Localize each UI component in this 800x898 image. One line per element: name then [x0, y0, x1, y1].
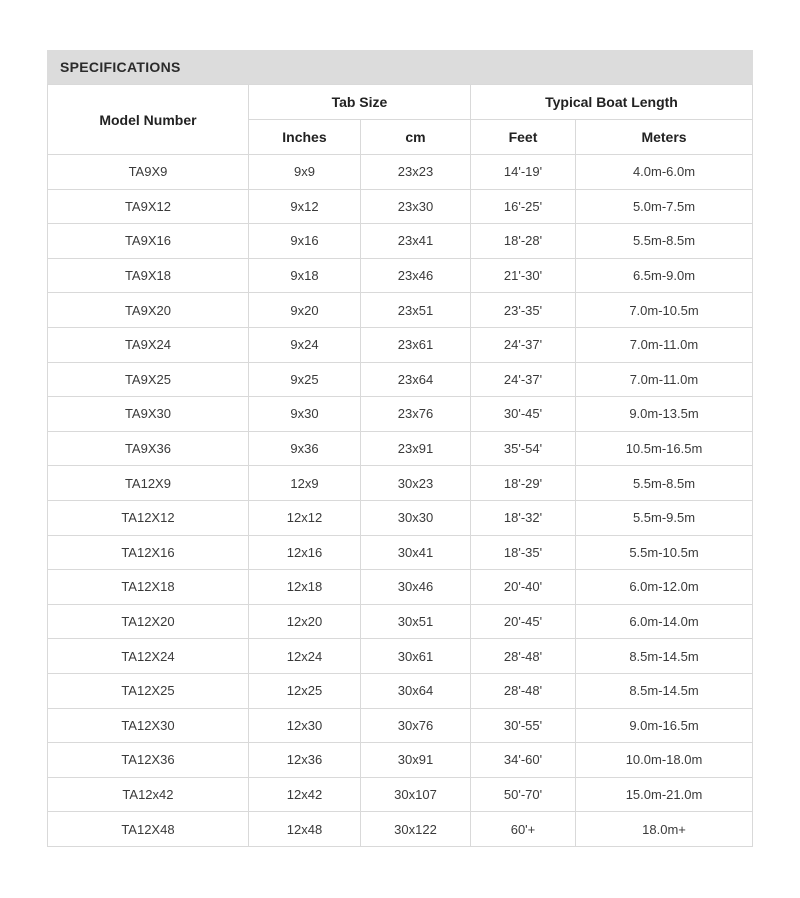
- header-feet: Feet: [470, 120, 575, 155]
- cell-cm: 30x51: [361, 604, 471, 639]
- cell-meters: 10.5m-16.5m: [576, 431, 753, 466]
- cell-feet: 20'-40': [470, 570, 575, 605]
- cell-model: TA12X18: [48, 570, 249, 605]
- cell-feet: 18'-32': [470, 500, 575, 535]
- cell-feet: 18'-29': [470, 466, 575, 501]
- cell-cm: 30x107: [361, 777, 471, 812]
- cell-cm: 23x41: [361, 224, 471, 259]
- cell-inches: 9x36: [248, 431, 360, 466]
- cell-cm: 30x91: [361, 743, 471, 778]
- cell-meters: 7.0m-11.0m: [576, 362, 753, 397]
- cell-cm: 30x76: [361, 708, 471, 743]
- cell-feet: 20'-45': [470, 604, 575, 639]
- cell-cm: 23x46: [361, 258, 471, 293]
- cell-model: TA12X12: [48, 500, 249, 535]
- cell-inches: 12x12: [248, 500, 360, 535]
- cell-meters: 10.0m-18.0m: [576, 743, 753, 778]
- cell-cm: 23x51: [361, 293, 471, 328]
- cell-meters: 6.0m-12.0m: [576, 570, 753, 605]
- cell-inches: 12x48: [248, 812, 360, 847]
- cell-model: TA9X24: [48, 327, 249, 362]
- cell-feet: 60'+: [470, 812, 575, 847]
- cell-inches: 12x36: [248, 743, 360, 778]
- cell-feet: 34'-60': [470, 743, 575, 778]
- cell-meters: 6.5m-9.0m: [576, 258, 753, 293]
- table-row: [48, 362, 753, 397]
- cell-inches: 12x9: [248, 466, 360, 501]
- cell-meters: 8.5m-14.5m: [576, 639, 753, 674]
- table-row: [48, 431, 753, 466]
- cell-model: TA12X30: [48, 708, 249, 743]
- table-row: [48, 189, 753, 224]
- cell-model: TA12X16: [48, 535, 249, 570]
- cell-cm: 23x91: [361, 431, 471, 466]
- table-row: [48, 293, 753, 328]
- cell-meters: 8.5m-14.5m: [576, 673, 753, 708]
- cell-model: TA9X9: [48, 155, 249, 190]
- cell-inches: 9x25: [248, 362, 360, 397]
- cell-feet: 18'-28': [470, 224, 575, 259]
- cell-cm: 30x46: [361, 570, 471, 605]
- cell-feet: 23'-35': [470, 293, 575, 328]
- table-row: [48, 500, 753, 535]
- cell-feet: 21'-30': [470, 258, 575, 293]
- cell-inches: 12x24: [248, 639, 360, 674]
- cell-model: TA9X25: [48, 362, 249, 397]
- cell-inches: 9x30: [248, 397, 360, 432]
- cell-meters: 5.5m-10.5m: [576, 535, 753, 570]
- table-row: [48, 397, 753, 432]
- cell-model: TA12X25: [48, 673, 249, 708]
- table-row: [48, 466, 753, 501]
- table-body: [48, 155, 753, 847]
- cell-feet: 35'-54': [470, 431, 575, 466]
- table-row: [48, 155, 753, 190]
- cell-model: TA12X48: [48, 812, 249, 847]
- cell-model: TA9X18: [48, 258, 249, 293]
- cell-feet: 14'-19': [470, 155, 575, 190]
- cell-feet: 28'-48': [470, 639, 575, 674]
- cell-meters: 4.0m-6.0m: [576, 155, 753, 190]
- header-tab-size: Tab Size: [248, 85, 470, 120]
- cell-inches: 12x18: [248, 570, 360, 605]
- specifications-section: [47, 50, 753, 847]
- cell-inches: 12x42: [248, 777, 360, 812]
- cell-model: TA12X24: [48, 639, 249, 674]
- cell-cm: 30x64: [361, 673, 471, 708]
- cell-feet: 30'-55': [470, 708, 575, 743]
- table-row: [48, 224, 753, 259]
- cell-meters: 15.0m-21.0m: [576, 777, 753, 812]
- cell-cm: 30x61: [361, 639, 471, 674]
- cell-model: TA12x42: [48, 777, 249, 812]
- table-row: [48, 258, 753, 293]
- header-model-number: Model Number: [48, 85, 249, 155]
- cell-meters: 5.5m-8.5m: [576, 224, 753, 259]
- cell-meters: 7.0m-11.0m: [576, 327, 753, 362]
- cell-meters: 18.0m+: [576, 812, 753, 847]
- cell-feet: 24'-37': [470, 362, 575, 397]
- cell-meters: 5.0m-7.5m: [576, 189, 753, 224]
- cell-model: TA12X36: [48, 743, 249, 778]
- cell-inches: 9x20: [248, 293, 360, 328]
- cell-cm: 30x122: [361, 812, 471, 847]
- cell-model: TA9X20: [48, 293, 249, 328]
- cell-meters: 7.0m-10.5m: [576, 293, 753, 328]
- cell-meters: 5.5m-8.5m: [576, 466, 753, 501]
- specifications-caption: SPECIFICATIONS: [47, 50, 753, 84]
- cell-feet: 50'-70': [470, 777, 575, 812]
- cell-cm: 23x64: [361, 362, 471, 397]
- cell-model: TA9X12: [48, 189, 249, 224]
- cell-model: TA9X36: [48, 431, 249, 466]
- cell-cm: 30x30: [361, 500, 471, 535]
- table-row: [48, 535, 753, 570]
- cell-cm: 30x41: [361, 535, 471, 570]
- table-row: [48, 639, 753, 674]
- header-cm: cm: [361, 120, 471, 155]
- cell-model: TA12X20: [48, 604, 249, 639]
- cell-inches: 9x18: [248, 258, 360, 293]
- header-inches: Inches: [248, 120, 360, 155]
- table-row: [48, 743, 753, 778]
- cell-feet: 28'-48': [470, 673, 575, 708]
- cell-feet: 16'-25': [470, 189, 575, 224]
- cell-inches: 12x30: [248, 708, 360, 743]
- header-meters: Meters: [576, 120, 753, 155]
- cell-inches: 12x20: [248, 604, 360, 639]
- cell-inches: 12x25: [248, 673, 360, 708]
- table-row: [48, 673, 753, 708]
- cell-model: TA12X9: [48, 466, 249, 501]
- cell-inches: 9x9: [248, 155, 360, 190]
- table-row: [48, 570, 753, 605]
- specifications-table: [47, 84, 753, 847]
- table-row: [48, 777, 753, 812]
- table-row: [48, 812, 753, 847]
- cell-feet: 24'-37': [470, 327, 575, 362]
- cell-model: TA9X16: [48, 224, 249, 259]
- table-row: [48, 604, 753, 639]
- cell-meters: 5.5m-9.5m: [576, 500, 753, 535]
- cell-inches: 9x16: [248, 224, 360, 259]
- cell-cm: 23x76: [361, 397, 471, 432]
- table-row: [48, 327, 753, 362]
- cell-feet: 30'-45': [470, 397, 575, 432]
- cell-meters: 9.0m-13.5m: [576, 397, 753, 432]
- cell-inches: 9x12: [248, 189, 360, 224]
- cell-meters: 9.0m-16.5m: [576, 708, 753, 743]
- cell-meters: 6.0m-14.0m: [576, 604, 753, 639]
- cell-feet: 18'-35': [470, 535, 575, 570]
- cell-cm: 23x61: [361, 327, 471, 362]
- header-typical-boat-length: Typical Boat Length: [470, 85, 752, 120]
- table-header: [48, 85, 753, 155]
- cell-inches: 12x16: [248, 535, 360, 570]
- cell-model: TA9X30: [48, 397, 249, 432]
- cell-inches: 9x24: [248, 327, 360, 362]
- cell-cm: 23x23: [361, 155, 471, 190]
- cell-cm: 23x30: [361, 189, 471, 224]
- cell-cm: 30x23: [361, 466, 471, 501]
- table-row: [48, 708, 753, 743]
